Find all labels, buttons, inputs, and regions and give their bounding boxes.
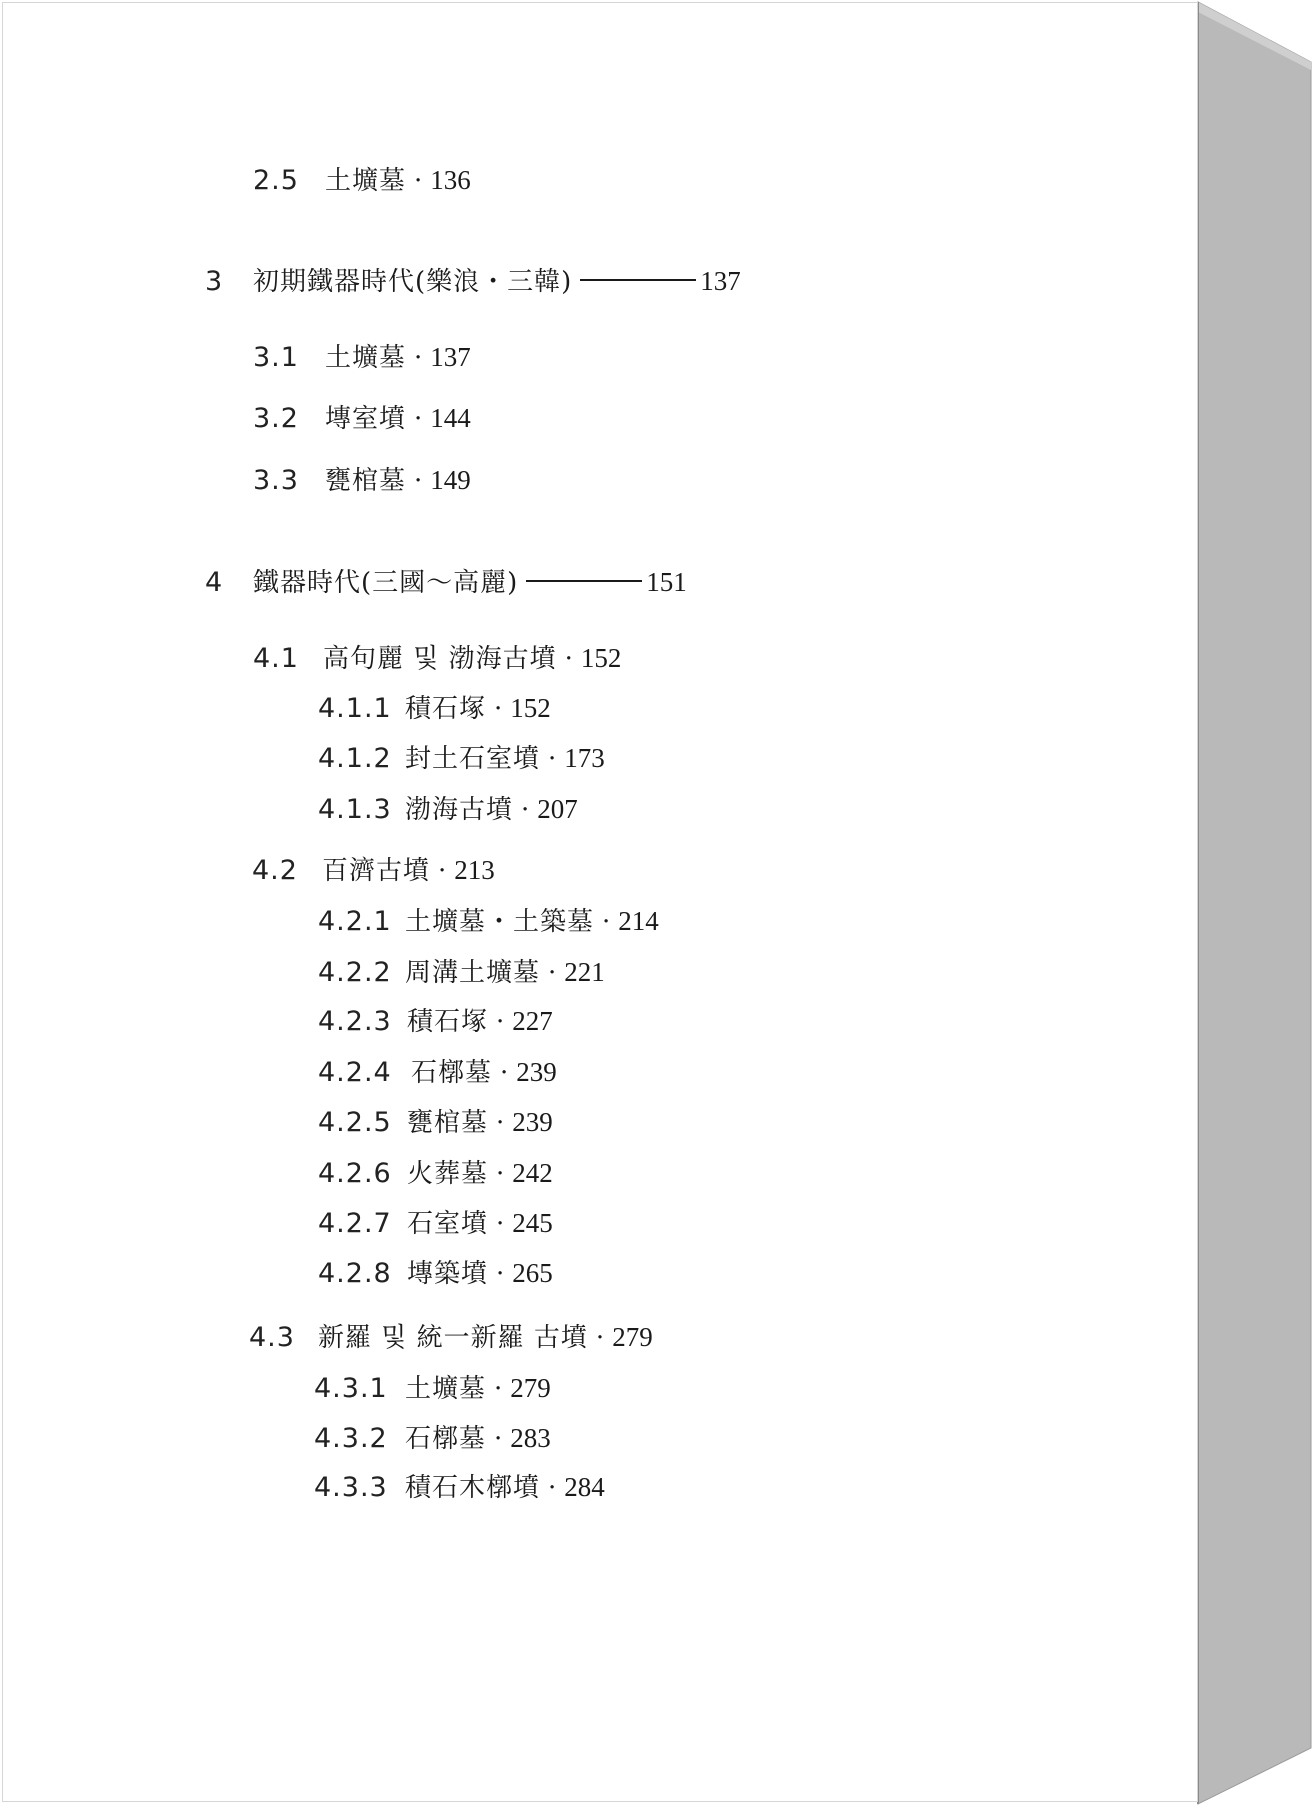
section-number: 3.1 — [253, 342, 299, 373]
section-title: 石槨墓 — [405, 1424, 487, 1454]
section-number: 4.3 — [249, 1322, 295, 1353]
page-number: 144 — [430, 403, 471, 433]
chapter-title: 初期鐵器時代(樂浪・三韓) — [253, 267, 573, 297]
page-number: 227 — [512, 1006, 553, 1036]
separator-dot: · — [548, 958, 557, 988]
separator-dot: · — [414, 404, 423, 434]
toc-entry-4-3-2 — [314, 1423, 551, 1454]
separator-dot: · — [602, 907, 611, 937]
section-title: 甕棺墓 — [407, 1108, 489, 1138]
page-number: 151 — [646, 567, 687, 597]
page-number: 137 — [700, 266, 741, 296]
toc-chapter-4 — [205, 567, 687, 598]
toc-entry-4-3-3 — [314, 1472, 605, 1503]
section-number: 4.2.4 — [318, 1057, 392, 1088]
toc-entry-4-2-1 — [318, 906, 659, 937]
section-number: 4.2.2 — [318, 957, 392, 988]
separator-dot: · — [414, 166, 423, 196]
section-title: 積石塚 — [405, 694, 487, 724]
section-number: 4.3.2 — [314, 1423, 388, 1454]
separator-dot: · — [500, 1058, 509, 1088]
separator-dot: · — [414, 343, 423, 373]
toc-entry-2-5 — [253, 165, 471, 196]
section-number: 4.1.2 — [318, 743, 392, 774]
section-title: 石槨墓 — [411, 1058, 493, 1088]
page-number: 173 — [564, 743, 605, 773]
separator-dot: · — [496, 1209, 505, 1239]
page-number: 207 — [537, 794, 578, 824]
toc-chapter-3 — [205, 266, 741, 297]
section-title: 積石木槨墳 — [405, 1473, 541, 1503]
page-number: 284 — [564, 1472, 605, 1502]
section-number: 3.2 — [253, 403, 299, 434]
toc-entry-4-1-2 — [318, 743, 605, 774]
chapter-number: 3 — [205, 266, 224, 297]
separator-dot: · — [548, 1473, 557, 1503]
chapter-number: 4 — [205, 567, 224, 598]
toc-entry-4-2-5 — [318, 1107, 553, 1138]
page-number: 137 — [430, 342, 471, 372]
page-number: 221 — [564, 957, 605, 987]
toc-entry-4-1-3 — [318, 794, 578, 825]
section-number: 4.3.3 — [314, 1472, 388, 1503]
toc-entry-3-3 — [253, 465, 471, 496]
section-number: 4.3.1 — [314, 1373, 388, 1404]
separator-dot: · — [595, 1323, 605, 1353]
section-number: 4.2.1 — [318, 906, 392, 937]
separator-dot: · — [494, 1374, 503, 1404]
section-title: 新羅 및 統一新羅 古墳 — [318, 1323, 588, 1353]
separator-dot: · — [521, 795, 530, 825]
toc-entry-4-1-1 — [318, 693, 551, 724]
section-title: 土壙墓・土築墓 — [405, 907, 595, 937]
section-number: 4.2.8 — [318, 1258, 392, 1289]
toc-entry-4-3-1 — [314, 1373, 551, 1404]
toc-entry-4-2-8 — [318, 1258, 553, 1289]
section-number: 3.3 — [253, 465, 299, 496]
section-number: 4.2.5 — [318, 1107, 392, 1138]
separator-dot: · — [496, 1108, 505, 1138]
page-number: 283 — [510, 1423, 551, 1453]
section-title: 高句麗 및 渤海古墳 — [323, 644, 557, 674]
page-number: 239 — [512, 1107, 553, 1137]
chapter-title: 鐵器時代(三國～高麗) — [253, 568, 519, 598]
separator-dot: · — [496, 1259, 505, 1289]
leader-line — [580, 279, 696, 281]
page-number: 245 — [512, 1208, 553, 1238]
separator-dot: · — [438, 856, 447, 886]
toc-entry-4-2-2 — [318, 957, 605, 988]
section-title: 土壙墓 — [325, 343, 407, 373]
section-number: 4.1 — [253, 643, 299, 674]
section-number: 4.2.3 — [318, 1006, 392, 1037]
separator-dot: · — [494, 1424, 503, 1454]
section-title: 塼室墳 — [325, 404, 407, 434]
toc-entry-4-2-4 — [318, 1057, 557, 1088]
section-number: 4.2.7 — [318, 1208, 392, 1239]
section-title: 甕棺墓 — [325, 466, 407, 496]
section-title: 土壙墓 — [405, 1374, 487, 1404]
page-number: 279 — [612, 1322, 653, 1352]
section-number: 4.2 — [252, 855, 298, 886]
separator-dot: · — [496, 1007, 505, 1037]
section-title: 石室墳 — [407, 1209, 489, 1239]
page-number: 136 — [430, 165, 471, 195]
toc-entry-4-2-7 — [318, 1208, 553, 1239]
page-number: 242 — [512, 1158, 553, 1188]
page-number: 149 — [430, 465, 471, 495]
separator-dot: · — [414, 466, 423, 496]
page-number: 214 — [618, 906, 659, 936]
page-number: 239 — [516, 1057, 557, 1087]
section-title: 百濟古墳 — [322, 856, 431, 886]
separator-dot: · — [548, 744, 557, 774]
section-title: 塼築墳 — [407, 1259, 489, 1289]
toc-entry-4-2-3 — [318, 1006, 553, 1037]
separator-dot: · — [494, 694, 503, 724]
page-number: 265 — [512, 1258, 553, 1288]
separator-dot: · — [496, 1159, 505, 1189]
toc-entry-3-1 — [253, 342, 471, 373]
page-number: 279 — [510, 1373, 551, 1403]
section-title: 土壙墓 — [325, 166, 407, 196]
toc-entry-3-2 — [253, 403, 471, 434]
section-title: 火葬墓 — [407, 1159, 489, 1189]
page-number: 152 — [510, 693, 551, 723]
page-number: 213 — [454, 855, 495, 885]
section-number: 4.1.1 — [318, 693, 392, 724]
section-title: 周溝土壙墓 — [405, 958, 541, 988]
toc-entry-4-2 — [252, 855, 495, 886]
page-number: 152 — [580, 643, 622, 673]
section-title: 封土石室墳 — [405, 744, 541, 774]
toc-entry-4-1 — [253, 643, 621, 674]
section-title: 渤海古墳 — [405, 795, 514, 825]
separator-dot: · — [564, 644, 573, 674]
section-number: 2.5 — [253, 165, 299, 196]
leader-line — [526, 580, 642, 582]
section-number: 4.2.6 — [318, 1158, 392, 1189]
section-title: 積石塚 — [407, 1007, 489, 1037]
section-number: 4.1.3 — [318, 794, 392, 825]
toc-entry-4-2-6 — [318, 1158, 553, 1189]
toc-entry-4-3 — [249, 1322, 653, 1353]
